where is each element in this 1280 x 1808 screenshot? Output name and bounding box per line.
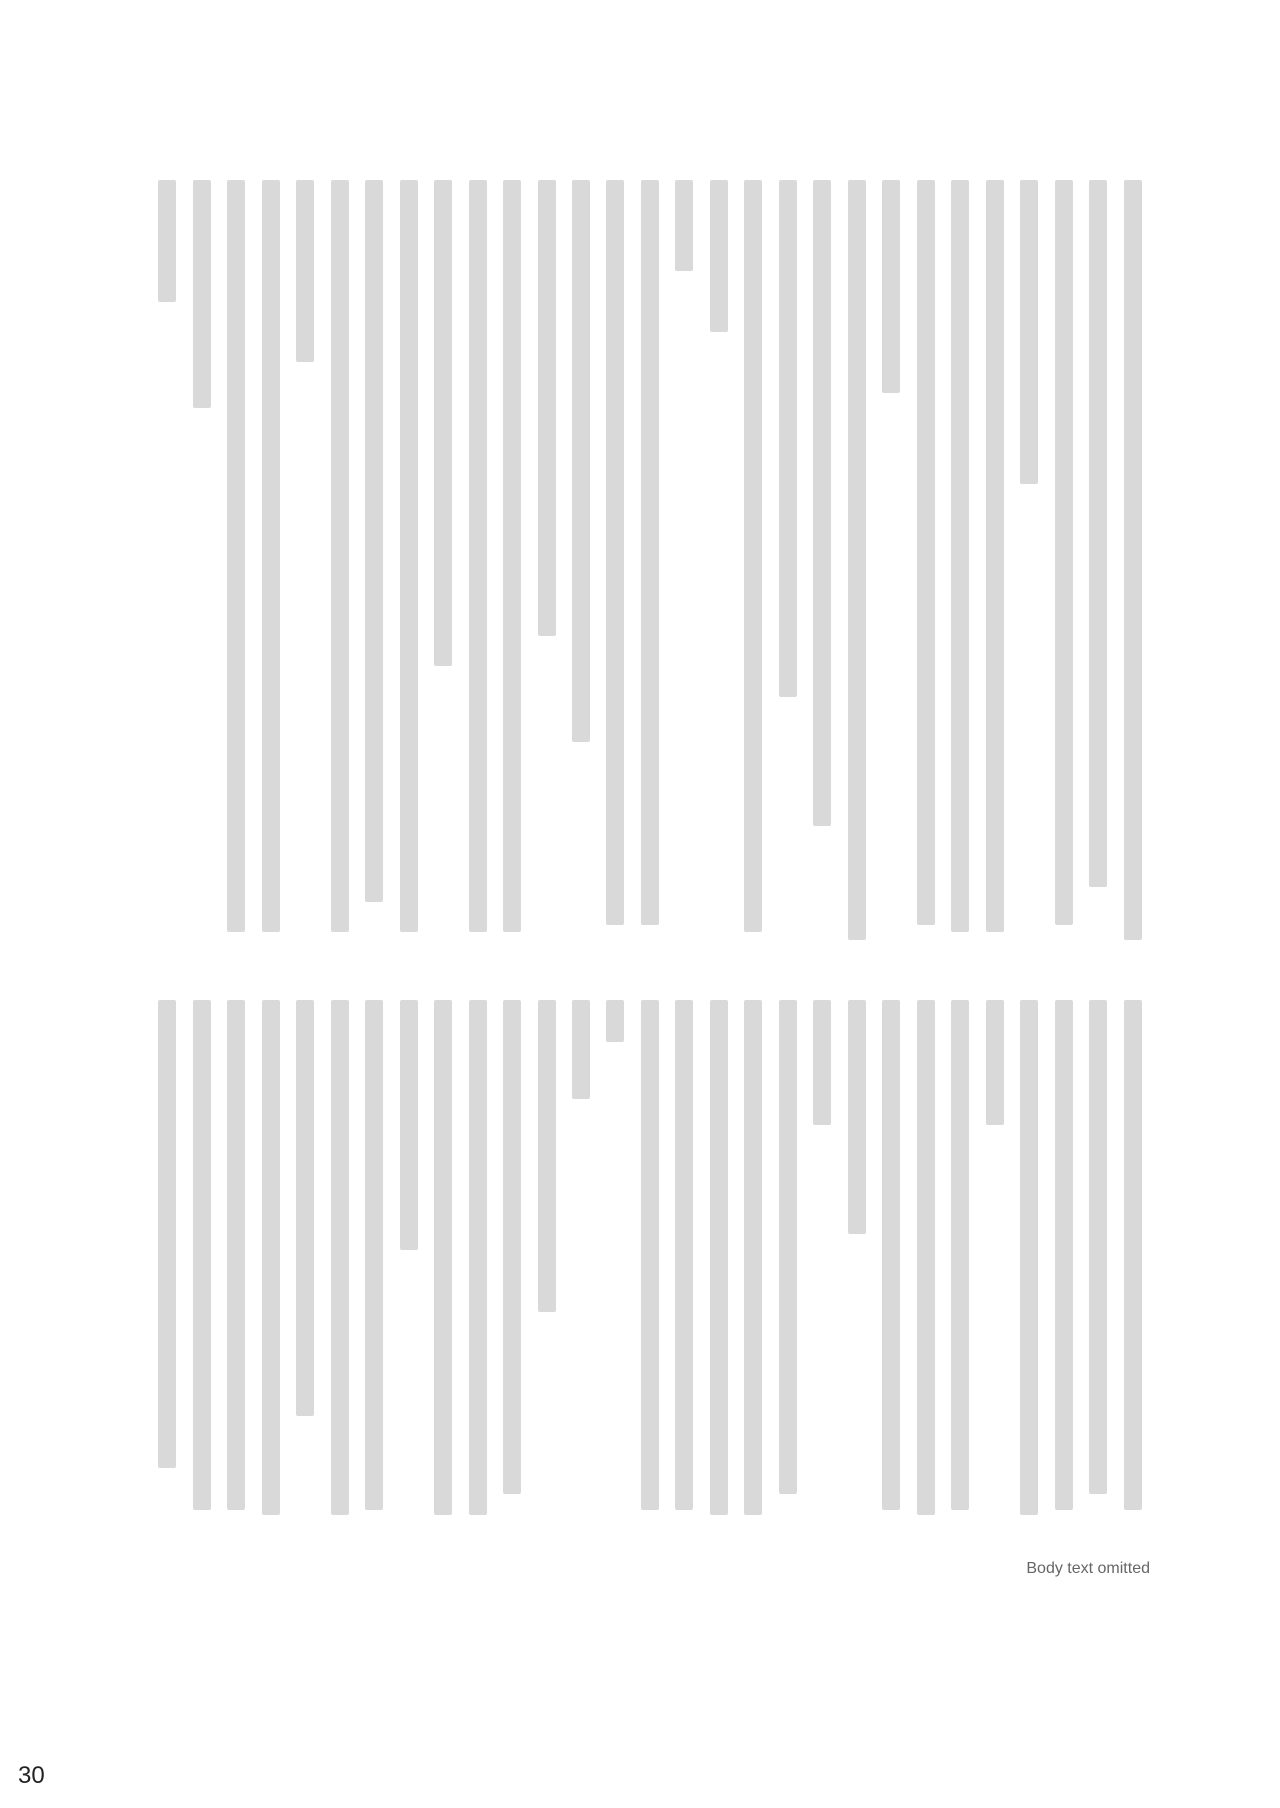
- text-column: [426, 180, 460, 940]
- redacted-line: [882, 1000, 900, 1510]
- redacted-line: [538, 1000, 556, 1312]
- redacted-line: [572, 1000, 590, 1099]
- text-column: [184, 180, 218, 940]
- redacted-line: [675, 180, 693, 271]
- redacted-line: [469, 1000, 487, 1515]
- text-column: [184, 1000, 218, 1520]
- text-column: [529, 1000, 563, 1520]
- text-column: [219, 1000, 253, 1520]
- page-number: 30: [18, 1762, 45, 1789]
- redacted-line: [606, 180, 624, 925]
- text-column: [633, 1000, 667, 1520]
- text-column: [322, 1000, 356, 1520]
- redacted-line: [813, 180, 831, 826]
- redacted-line: [1089, 1000, 1107, 1494]
- redacted-line: [1124, 1000, 1142, 1510]
- redacted-line: [400, 180, 418, 932]
- text-column: [736, 180, 770, 940]
- text-column: [978, 180, 1012, 940]
- redacted-line: [641, 180, 659, 925]
- text-column: [805, 1000, 839, 1520]
- text-column: [943, 180, 977, 940]
- text-column: [357, 180, 391, 940]
- redacted-line: [193, 180, 211, 408]
- redacted-line: [193, 1000, 211, 1510]
- redacted-line: [1055, 180, 1073, 925]
- redacted-line: [434, 180, 452, 666]
- text-column: [1012, 180, 1046, 940]
- redacted-line: [606, 1000, 624, 1042]
- redacted-line: [813, 1000, 831, 1125]
- redacted-line: [158, 180, 176, 302]
- text-column: [288, 1000, 322, 1520]
- text-column: [1081, 1000, 1115, 1520]
- text-column: [1116, 1000, 1150, 1520]
- text-column: [391, 1000, 425, 1520]
- text-column: [253, 180, 287, 940]
- redacted-line: [1124, 180, 1142, 940]
- text-column: [495, 180, 529, 940]
- text-column: [840, 180, 874, 940]
- redacted-line: [331, 180, 349, 932]
- text-column: [426, 1000, 460, 1520]
- text-column: [1012, 1000, 1046, 1520]
- text-column: [564, 1000, 598, 1520]
- redacted-line: [641, 1000, 659, 1510]
- text-column: [909, 1000, 943, 1520]
- redacted-line: [951, 180, 969, 932]
- redacted-line: [848, 1000, 866, 1234]
- redacted-line: [538, 180, 556, 636]
- redacted-line: [710, 180, 728, 332]
- text-column: [460, 1000, 494, 1520]
- redacted-line: [503, 180, 521, 932]
- redacted-line: [779, 1000, 797, 1494]
- text-column: [219, 180, 253, 940]
- redacted-line: [365, 180, 383, 902]
- text-column: [564, 180, 598, 940]
- redacted-line: [675, 1000, 693, 1510]
- redacted-line: [227, 1000, 245, 1510]
- redacted-line: [882, 180, 900, 393]
- text-column: [598, 180, 632, 940]
- redacted-line: [1089, 180, 1107, 887]
- bottom-text-block: [150, 1000, 1150, 1520]
- text-column: [322, 180, 356, 940]
- text-column: [978, 1000, 1012, 1520]
- text-column: [702, 180, 736, 940]
- redacted-line: [331, 1000, 349, 1515]
- redacted-line: [917, 1000, 935, 1515]
- redacted-line: [986, 180, 1004, 932]
- redacted-line: [296, 180, 314, 362]
- text-column: [874, 1000, 908, 1520]
- text-column: [909, 180, 943, 940]
- text-column: [1047, 1000, 1081, 1520]
- text-column: [1081, 180, 1115, 940]
- redacted-line: [1020, 1000, 1038, 1515]
- text-column: [771, 1000, 805, 1520]
- redacted-line: [1055, 1000, 1073, 1510]
- redacted-line: [779, 180, 797, 697]
- redacted-line: [158, 1000, 176, 1468]
- text-column: [667, 1000, 701, 1520]
- redacted-line: [986, 1000, 1004, 1125]
- redacted-line: [296, 1000, 314, 1416]
- redacted-line: [434, 1000, 452, 1515]
- text-column: [736, 1000, 770, 1520]
- text-column: [150, 1000, 184, 1520]
- redacted-line: [262, 1000, 280, 1515]
- text-column: [702, 1000, 736, 1520]
- text-column: [598, 1000, 632, 1520]
- redacted-line: [710, 1000, 728, 1515]
- text-column: [529, 180, 563, 940]
- redacted-line: [951, 1000, 969, 1510]
- content-note: Body text omitted: [1026, 1560, 1150, 1577]
- text-column: [943, 1000, 977, 1520]
- redacted-line: [1020, 180, 1038, 484]
- redacted-line: [917, 180, 935, 925]
- text-column: [667, 180, 701, 940]
- text-column: [874, 180, 908, 940]
- redacted-line: [572, 180, 590, 742]
- text-column: [460, 180, 494, 940]
- redacted-line: [469, 180, 487, 932]
- text-column: [1116, 180, 1150, 940]
- text-column: [495, 1000, 529, 1520]
- redacted-line: [744, 1000, 762, 1515]
- text-column: [288, 180, 322, 940]
- redacted-line: [227, 180, 245, 932]
- redacted-line: [262, 180, 280, 932]
- text-column: [391, 180, 425, 940]
- redacted-line: [744, 180, 762, 932]
- redacted-line: [503, 1000, 521, 1494]
- text-column: [633, 180, 667, 940]
- text-column: [357, 1000, 391, 1520]
- text-column: [840, 1000, 874, 1520]
- text-column: [253, 1000, 287, 1520]
- redacted-line: [848, 180, 866, 940]
- redacted-line: [400, 1000, 418, 1250]
- text-column: [150, 180, 184, 940]
- redacted-line: [365, 1000, 383, 1510]
- top-text-block: [150, 180, 1150, 940]
- text-column: [1047, 180, 1081, 940]
- text-column: [805, 180, 839, 940]
- text-column: [771, 180, 805, 940]
